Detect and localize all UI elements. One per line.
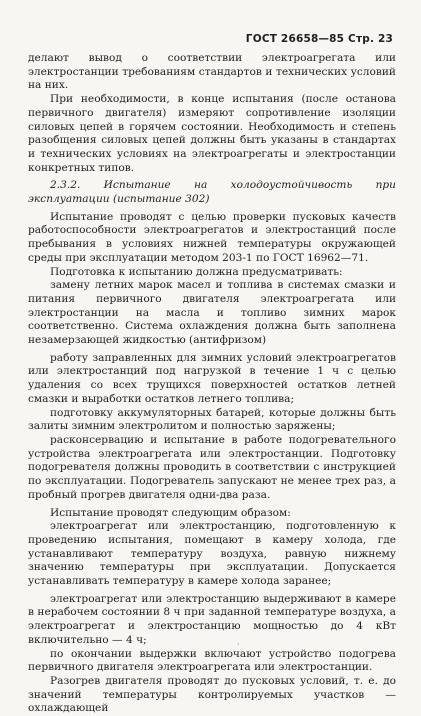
paragraph: Подготовка к испытанию должна предусматривать: — [50, 265, 343, 278]
page-header: ГОСТ 26658—85 Стр. 23 — [245, 33, 393, 45]
paragraph: по окончании выдержки включают устройство подогрева первичного двигателя электроагрегата или электростанции. — [28, 647, 396, 674]
paragraph: Испытание проводят следующим образом: — [50, 506, 291, 519]
document-body — [28, 52, 396, 716]
paragraph: электроагрегат или электростанцию выдерживают в камере в нерабочем состоянии 8 ч при заданной температуре воздуха, а электроагрегат и электростанцию мощностью до 4 кВт включительно — 4 ч; — [28, 592, 396, 646]
paragraph: работу заправленных для зимних условий электроагрегатов или электростанций под нагрузкой в течение 1 ч с целью удаления со всех трущихся поверхностей остатков летней смазки и выработки остатков летнего топлива; — [28, 351, 396, 405]
section-heading: 2.3.2. Испытание на холодоустойчивость при эксплуатации (испытание 302) — [28, 179, 396, 206]
paragraph: При необходимости, в конце испытания (после останова первичного двигателя) измеряют сопротивление изоляции силовых цепей в горячем состоянии. Необходимость и степень разобщения силовых цепей должны быть указаны в стандартах и технических условиях на электроагрегаты и электростанции конкретных типов. — [28, 93, 396, 174]
paragraph: Разогрев двигателя проводят до пусковых условий, т. е. до значений температуры контролируемых участков — охлаждающей — [28, 674, 396, 715]
paragraph: делают вывод о соответствии электроагрегата или электростанции требованиям стандартов и технических условий на них. — [28, 52, 396, 92]
paragraph: электроагрегат или электростанцию, подготовленную к проведению испытания, помещают в камеру холода, где устанавливают температуру воздуха, равную нижнему значению температуры при эксплуатации. Допускается устанавливать температуру в камере холода заранее; — [28, 520, 396, 588]
paragraph: Испытание проводят с целью проверки пусковых качеств работоспособности электроагрегатов и электростанций после пребывания в условиях нижней температуры окружающей среды при эксплуатации методом 203-1 по ГОСТ 16962—71. — [28, 210, 396, 264]
scan-mark: · — [237, 640, 240, 649]
paragraph: замену летних марок масел и топлива в системах смазки и питания первичного двигателя электроагрегата или электростанции на масла и топливо зимних марок соответственно. Система охлаждения должна быть заполнена незамерзающей жидкостью (антифризом) — [28, 279, 396, 347]
paragraph: подготовку аккумуляторных батарей, которые должны быть залиты зимним электролитом и полностью заряжены; — [28, 406, 396, 433]
paragraph: расконсервацию и испытание в работе подогревательного устройства электроагрегата или электростанции. Подготовку подогревателя должны проводить в соответствии с инструкцией по эксплуатации. Подогреватель запускают не менее трех раз, а пробный прогрев двигателя одни-два раза. — [28, 433, 396, 501]
